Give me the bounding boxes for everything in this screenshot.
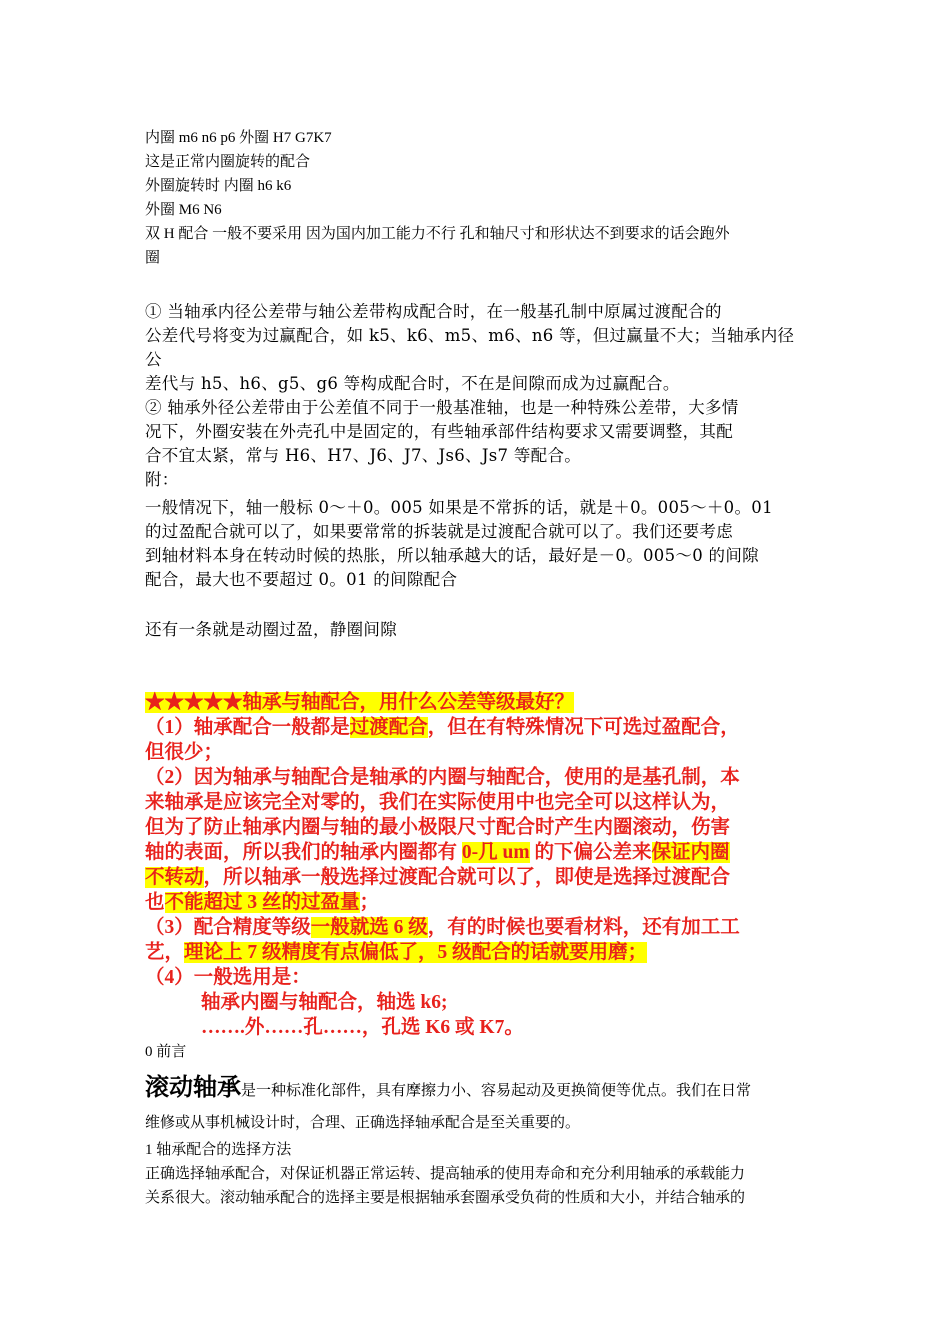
text-span: （3）配合精度等级 — [145, 917, 311, 938]
text-span: （1）轴承配合一般都是 — [145, 717, 350, 738]
highlight-span: 0-几 um — [461, 842, 530, 863]
highlight-span: 一般就选 6 级 — [310, 917, 428, 938]
text-span: 轴的表面，所以我们的轴承内圈都有 — [145, 842, 462, 863]
text-line: 况下，外圈安装在外壳孔中是固定的，有些轴承部件结构要求又需要调整，其配 — [145, 422, 733, 441]
text-span: ，有的时候也要看材料，还有加工工 — [427, 917, 740, 938]
text-line: 轴承内圈与轴配合，轴选 k6; — [201, 992, 448, 1013]
text-line: ② 轴承外径公差带由于公差值不同于一般基准轴，也是一种特殊公差带，大多情 — [145, 398, 739, 417]
text-line: 附： — [145, 470, 179, 489]
text-line: 差代与 h5、h6、g5、g6 等构成配合时，不在是间隙而成为过赢配合。 — [145, 374, 680, 393]
text-span: 的下偏公差来 — [529, 842, 652, 863]
text-line: 但很少； — [145, 742, 224, 763]
highlight-span: 过渡配合 — [349, 717, 428, 738]
text-span: ，但在有特殊情况下可选过盈配合， — [427, 717, 740, 738]
text-line: 外圈 M6 N6 — [145, 202, 222, 218]
general-paragraph — [145, 496, 810, 592]
section-1 — [145, 1138, 815, 1210]
text-line: 内圈 m6 n6 p6 外圈 H7 G7K7 — [145, 130, 332, 146]
highlight-span: 保证内圈 — [651, 842, 730, 863]
text-line: 双 H 配合 一般不要采用 因为国内加工能力不行 孔和轴尺寸和形状达不到要求的话会跑外 — [145, 226, 730, 242]
text-line: ① 当轴承内径公差带与轴公差带构成配合时，在一般基孔制中原属过渡配合的 — [145, 302, 722, 321]
preface-heading — [145, 1040, 810, 1064]
text-line: 来轴承是应该完全对零的，我们在实际使用中也完全可以这样认为， — [145, 792, 731, 813]
text-line: 到轴材料本身在转动时候的热胀，所以轴承越大的话，最好是－0。005～0 的间隙 — [145, 546, 759, 565]
tolerance-notes — [145, 300, 810, 492]
text-span: 艺， — [145, 942, 185, 963]
text-line: 外圈旋转时 内圈 h6 k6 — [145, 178, 292, 194]
extra-note — [145, 618, 810, 642]
fit-notes — [145, 126, 810, 270]
text-line: 的过盈配合就可以了，如果要常常的拆装就是过渡配合就可以了。我们还要考虑 — [145, 522, 733, 541]
text-span: ； — [359, 892, 380, 913]
text-line: 但为了防止轴承内圈与轴的最小极限尺寸配合时产生内圈滚动，伤害 — [145, 817, 731, 838]
text-line: 0 前言 — [145, 1044, 187, 1060]
highlight-span: 理论上 7 级精度有点偏低了，5 级配合的话就要用磨； — [184, 942, 648, 963]
text-span: 也 — [145, 892, 165, 913]
text-line: 一般情况下，轴一般标 0～＋0。005 如果是不常拆的话，就是＋0。005～＋0。01 — [145, 498, 773, 517]
red-highlight-section — [145, 690, 815, 1040]
intro-paragraph — [145, 1072, 815, 1135]
section-title: ★★★★★轴承与轴配合，用什么公差等级最好？ — [145, 692, 575, 713]
section-heading: 1 轴承配合的选择方法 — [145, 1142, 292, 1158]
text-line: 正确选择轴承配合，对保证机器正常运转、提高轴承的使用寿命和充分利用轴承的承载能力 — [145, 1166, 746, 1182]
text-line: 配合，最大也不要超过 0。01 的间隙配合 — [145, 570, 458, 589]
intro-bold-term: 滚动轴承 — [145, 1075, 241, 1101]
text-line: 圈 — [145, 250, 161, 266]
text-line: 公差代号将变为过赢配合，如 k5、k6、m5、m6、n6 等，但过赢量不大；当轴承内径公 — [145, 326, 795, 369]
text-line: 关系很大。滚动轴承配合的选择主要是根据轴承套圈承受负荷的性质和大小，并结合轴承的 — [145, 1190, 746, 1206]
text-line: （4）一般选用是： — [145, 967, 311, 988]
text-line: …….外……孔……，孔选 K6 或 K7。 — [201, 1017, 524, 1038]
text-line: 还有一条就是动圈过盈，静圈间隙 — [145, 620, 397, 639]
text-line: （2）因为轴承与轴配合是轴承的内圈与轴配合，使用的是基孔制，本 — [145, 767, 740, 788]
text-line: 合不宜太紧，常与 H6、H7、J6、J7、Js6、Js7 等配合。 — [145, 446, 582, 465]
text-span: 是一种标准化部件，具有摩擦力小、容易起动及更换简便等优点。我们在日常 — [241, 1083, 752, 1099]
highlight-span: 不能超过 3 丝的过盈量 — [164, 892, 360, 913]
text-span: ，所以轴承一般选择过渡配合就可以了，即使是选择过渡配合 — [203, 867, 731, 888]
highlight-span: 不转动 — [145, 867, 204, 888]
text-line: 这是正常内圈旋转的配合 — [145, 154, 311, 170]
text-line: 维修或从事机械设计时，合理、正确选择轴承配合是至关重要的。 — [145, 1115, 581, 1131]
